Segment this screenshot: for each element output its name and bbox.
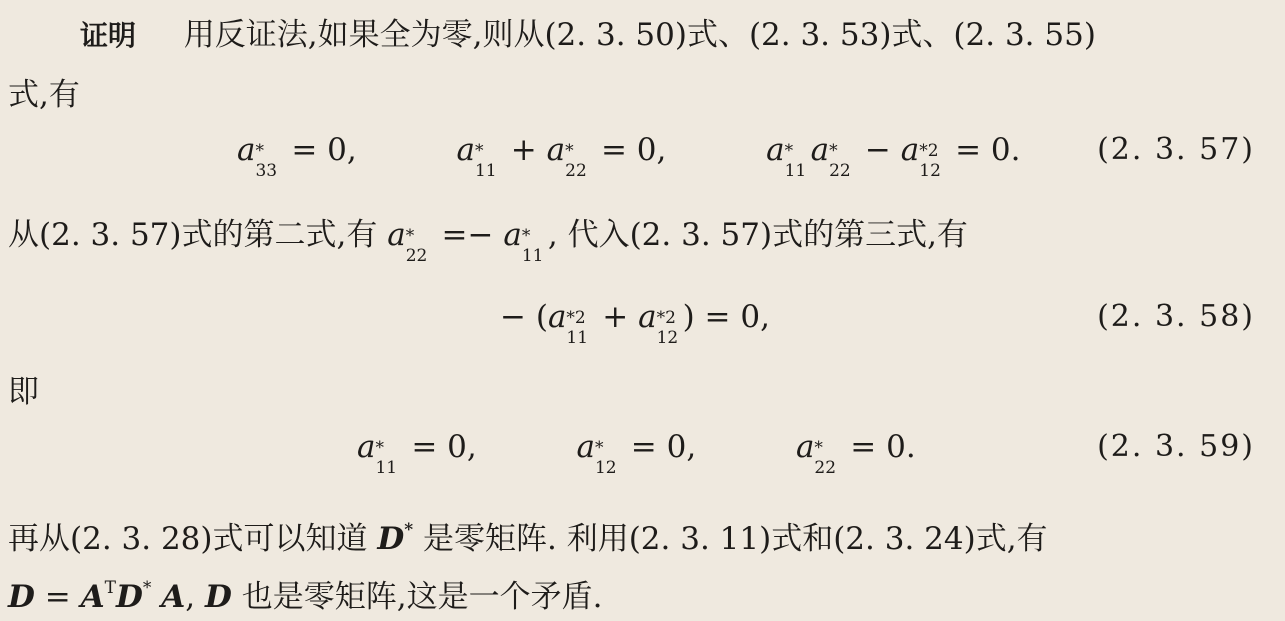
equation-number: (2. 3. 58) [1097,299,1255,334]
paragraph-line-1 [80,15,1096,56]
paragraph-text: 式,有 [8,77,80,113]
equation-2-3-57: a * 33 = 0, a * 11 + a * 22 = 0, a * 11 a * 22 − a *2 12 = 0. [237,132,1021,181]
paragraph-line-6: $D = A^TD^*$ A, D 也是零矩阵,这是一个矛盾. [8,578,603,615]
proof-label: 证明 [80,19,137,52]
paragraph-text: 从(2. 3. 57)式的第二式,有 [8,217,378,253]
paragraph-line-4 [8,372,39,412]
paragraph-text: , 代入(2. 3. 57)式的第三式,有 [547,217,968,253]
paragraph-text: 即 [8,374,39,410]
paragraph-text: 也是零矩阵,这是一个矛盾. [241,579,603,615]
matrix-symbol: D* [377,520,414,557]
matrix-symbol: D [205,579,232,615]
paragraph-text: 用反证法,如果全为零,则从(2. 3. 50)式、(2. 3. 53)式、(2. 3. 55) [183,17,1096,53]
paragraph-line-2 [8,75,80,115]
paragraph-text: 是零矩阵. 利用(2. 3. 11)式和(2. 3. 24)式,有 [423,521,1048,557]
equation-number: (2. 3. 57) [1097,132,1255,167]
equation-2-3-58: − (a *2 11 + a *2 12 ) = 0, [500,299,770,348]
equation-number: (2. 3. 59) [1097,429,1255,464]
paragraph-text: 再从(2. 3. 28)式可以知道 [8,521,368,557]
equation-2-3-59: a * 11 = 0, a * 12 = 0, a * 22 = 0. [357,429,916,478]
paragraph-line-5 [8,510,1048,559]
paragraph-line-3: 从(2. 3. 57)式的第二式,有 a * 22 =− a * 11 , 代入(2. 3. 57)式的第三式,有 [8,217,968,266]
